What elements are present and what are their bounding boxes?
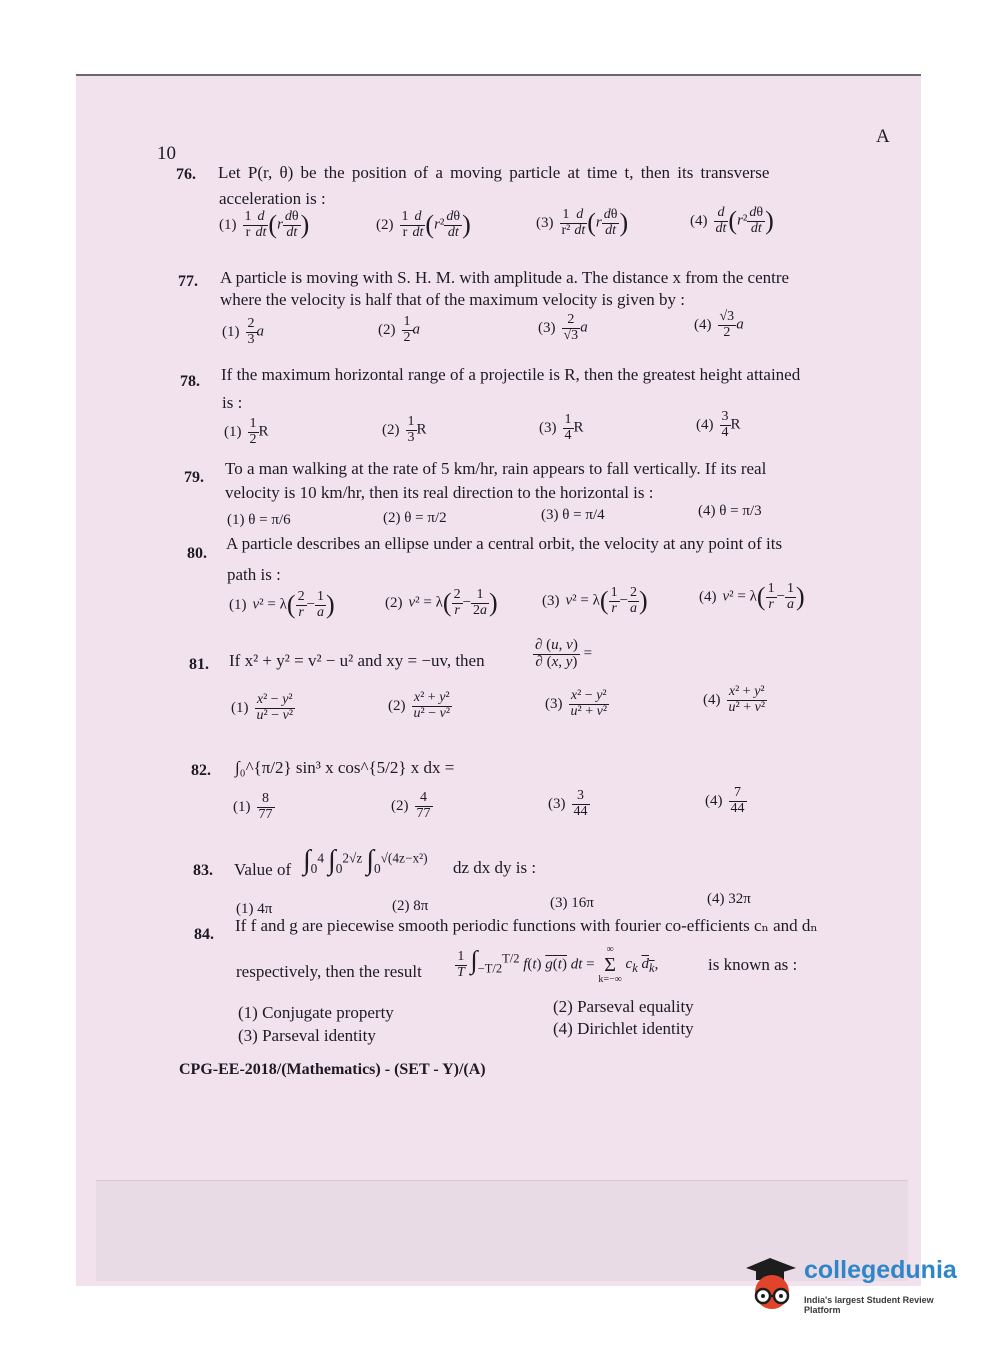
- option: (1) $\frac{1}{r}$ $\frac{d}{dt}$ (r $\frac{d\theta}{dt}$ ): [219, 209, 310, 240]
- option: (3) $\frac{2}{√3}$ a: [538, 312, 588, 343]
- question-number: 82.: [191, 762, 211, 779]
- option: (3) θ = π/4: [541, 507, 605, 523]
- option: (4) 32π: [707, 891, 751, 907]
- option: (2) v² = λ( $\frac{2}{r}$ − $\frac{1}{2a}$ ): [385, 587, 498, 618]
- parseval-formula: $\frac{1}{T}$ $\int_{-T/2}^{T/2}$ f(t) g(t) dt = ∞ Σ k=−∞ $c_k$ $d_k$,: [457, 944, 659, 985]
- question-text: is known as :: [708, 955, 798, 974]
- question-number: 84.: [194, 926, 214, 943]
- option: (1) Conjugate property: [238, 1003, 394, 1022]
- question-number: 76.: [176, 166, 196, 183]
- option: (3) v² = λ( $\frac{1}{r}$ − $\frac{2}{a}$ ): [542, 585, 648, 616]
- option: (4) $\frac{d}{dt}$ (r² $\frac{d\theta}{dt}$ ): [690, 205, 774, 236]
- option: (1) 4π: [236, 901, 273, 917]
- option: (3) 16π: [550, 895, 594, 911]
- question-text: Let P(r, θ) be the position of a moving particle at time t, then its transverse: [218, 163, 770, 182]
- option: (4) v² = λ( $\frac{1}{r}$ − $\frac{1}{a}$ ): [699, 581, 805, 612]
- option: (2) $\frac{\text{x² + y²}}{\text{u² − v²}}$: [388, 690, 451, 721]
- set-letter: A: [876, 126, 890, 147]
- question-text: To a man walking at the rate of 5 km/hr, rain appears to fall vertically. If its real: [225, 459, 767, 478]
- option: (2) $\frac{4}{77}$: [391, 790, 431, 821]
- option: (4) θ = π/3: [698, 503, 762, 519]
- question-text: If x² + y² = v² − u² and xy = −uv, then: [229, 651, 485, 670]
- triple-integral: $\int_0^4$ $\int_0^{2√z}$ $\int_0^{√(4z-x^2)}$: [303, 845, 428, 877]
- question-text: Value of: [234, 860, 292, 879]
- option: (4) $\frac{3}{4}$ R: [696, 409, 741, 440]
- option: (3) $\frac{\text{x² − y²}}{\text{u² + v²}}$: [545, 688, 608, 719]
- watermark-tagline: India's largest Student Review Platform: [804, 1295, 934, 1315]
- page-number: 10: [157, 143, 176, 164]
- option: (4) $\frac{7}{44}$: [705, 785, 745, 816]
- option: (1) $\frac{\text{x² − y²}}{\text{u² − v²}}$: [231, 692, 294, 723]
- question-number: 83.: [193, 862, 213, 879]
- option: (2) $\frac{1}{2}$ a: [378, 314, 420, 345]
- option: (3) $\frac{1}{\text{r²}}$ $\frac{d}{dt}$ (r $\frac{d\theta}{dt}$ ): [536, 207, 629, 238]
- question-text: is :: [222, 393, 243, 412]
- option: (1) $\frac{2}{3}$ a: [222, 316, 264, 347]
- question-number: 81.: [189, 656, 209, 673]
- option: (4) Dirichlet identity: [553, 1019, 694, 1038]
- question-text: A particle describes an ellipse under a central orbit, the velocity at any point of its: [226, 534, 783, 553]
- question-text: If f and g are piecewise smooth periodic functions with fourier co-efficients cₙ and dₙ: [235, 916, 818, 935]
- option: (2) $\frac{1}{r}$ $\frac{d}{dt}$ (r² $\frac{d\theta}{dt}$ ): [376, 209, 471, 240]
- question-number: 77.: [178, 273, 198, 290]
- collegedunia-watermark: [742, 1250, 972, 1320]
- question-text: If the maximum horizontal range of a projectile is R, then the greatest height attained: [221, 365, 801, 384]
- question-number: 80.: [187, 545, 207, 562]
- question-text: acceleration is :: [219, 189, 326, 208]
- question-number: 78.: [180, 373, 200, 390]
- question-text: dz dx dy is :: [453, 858, 537, 877]
- option: (2) Parseval equality: [553, 997, 694, 1016]
- question-number: 79.: [184, 469, 204, 486]
- option: (1) $\frac{8}{77}$: [233, 791, 273, 822]
- option: (2) 8π: [392, 898, 429, 914]
- question-text: respectively, then the result: [236, 962, 422, 981]
- exam-page: [76, 74, 921, 1286]
- option: (1) $\frac{1}{2}$ R: [224, 416, 269, 447]
- mascot-logo-icon: [742, 1250, 802, 1312]
- jacobian-expression: $\frac{\partial (u, v)}{\partial (x, y)}$ =: [535, 637, 593, 670]
- watermark-name: collegedunia: [804, 1256, 957, 1284]
- option: (3) $\frac{3}{44}$: [548, 788, 588, 819]
- option: (4) $\frac{√3}{2}$ a: [694, 309, 744, 340]
- option: (2) θ = π/2: [383, 510, 447, 526]
- question-text: path is :: [227, 565, 281, 584]
- question-text: A particle is moving with S. H. M. with amplitude a. The distance x from the centre: [220, 268, 790, 287]
- question-text: where the velocity is half that of the maximum velocity is given by :: [220, 290, 686, 309]
- question-text: velocity is 10 km/hr, then its real direction to the horizontal is :: [225, 483, 654, 502]
- option: (4) $\frac{\text{x² + y²}}{\text{u² + v²}}$: [703, 684, 766, 715]
- option: (3) Parseval identity: [238, 1026, 376, 1045]
- option: (2) $\frac{1}{3}$ R: [382, 414, 427, 445]
- option: (3) $\frac{1}{4}$ R: [539, 412, 584, 443]
- paper-code-footer: CPG-EE-2018/(Mathematics) - (SET - Y)/(A): [179, 1061, 486, 1078]
- question-text: ∫₀^{π/2} sin³ x cos^{5/2} x dx =: [235, 758, 455, 777]
- option: (1) v² = λ( $\frac{2}{r}$ − $\frac{1}{a}$ ): [229, 589, 335, 620]
- option: (1) θ = π/6: [227, 512, 291, 528]
